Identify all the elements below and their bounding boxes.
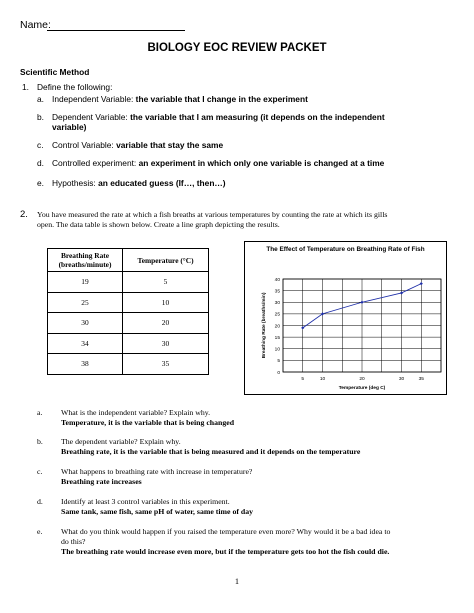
q2d-question: Identify at least 3 control variables in this experiment.: [61, 497, 230, 506]
q2-intro-line1: You have measured the rate at which a fish breaths at various temperatures by counting the rate at which its gills: [37, 210, 388, 219]
q1a-term: Independent Variable:: [52, 94, 134, 104]
q1a-letter: a.: [37, 94, 44, 104]
q2d-letter: d.: [37, 497, 43, 506]
q2c-question: What happens to breathing rate with increase in temperature?: [61, 467, 253, 476]
q2-number: 2.: [20, 209, 28, 220]
table-cell: 5: [123, 272, 209, 293]
table-cell: 38: [48, 354, 123, 375]
q1e-answer: an educated guess (If…, then…): [98, 178, 226, 188]
q1c-term: Control Variable:: [52, 140, 114, 150]
q1d-answer: an experiment in which only one variable is changed at a time: [138, 158, 385, 168]
table-cell: 25: [48, 292, 123, 313]
q1e-text: [52, 178, 226, 188]
table-row: [48, 292, 209, 313]
table-row: [48, 272, 209, 293]
y-tick-label: 35: [274, 289, 280, 295]
table-header-temperature: Temperature (°C): [123, 249, 209, 272]
q1c-answer: variable that stay the same: [116, 140, 224, 150]
q1b-letter: b.: [37, 112, 44, 122]
data-table: [47, 248, 209, 375]
data-point-marker: [360, 301, 363, 304]
q1a-text: [52, 94, 308, 104]
y-tick-label: 5: [277, 359, 280, 365]
table-header-breathing-rate: Breathing Rate (breaths/minute): [48, 249, 123, 272]
q2c-answer: Breathing rate increases: [61, 477, 142, 486]
q1c-letter: c.: [37, 140, 44, 150]
x-tick-label: 35: [418, 377, 424, 382]
chart-svg: [245, 242, 446, 394]
x-tick-label: 30: [398, 377, 405, 382]
y-tick-label: 15: [274, 335, 280, 341]
chart-container: [244, 241, 447, 395]
data-point-marker: [400, 291, 403, 294]
table-cell: 10: [123, 292, 209, 313]
q2e-letter: e.: [37, 527, 43, 536]
q1-prompt: Define the following:: [37, 82, 113, 92]
q1b-term: Dependent Variable:: [52, 112, 128, 122]
table-cell: 19: [48, 272, 123, 293]
y-axis-label: Breathing Rate (breaths/min): [262, 292, 267, 359]
table-row: [48, 354, 209, 375]
q1a-answer: the variable that I change in the experiment: [135, 94, 308, 104]
y-tick-label: 20: [274, 324, 280, 330]
q1b-answer: the variable that I am measuring (it depends on the independent: [130, 112, 385, 122]
y-tick-label: 40: [274, 277, 280, 283]
table-cell: 30: [48, 313, 123, 334]
q2a-answer: Temperature, it is the variable that is being changed: [61, 418, 235, 427]
q2a-letter: a.: [37, 408, 43, 417]
table-cell: 34: [48, 333, 123, 354]
q2a-question: What is the independent variable? Explain why.: [61, 408, 211, 417]
q2-intro-line2: open. The data table is shown below. Create a line graph depicting the results.: [37, 220, 280, 229]
q1d-term: Controlled experiment:: [52, 158, 137, 168]
y-tick-label: 30: [274, 301, 280, 307]
q2e-answer: The breathing rate would increase even more, but if the temperature gets too hot the fish could die.: [61, 547, 390, 556]
chart-title: The Effect of Temperature on Breathing Rate of Fish: [266, 246, 425, 253]
y-tick-label: 10: [274, 347, 280, 353]
x-axis-label: Temperature (deg C): [338, 386, 386, 391]
x-tick-label: 5: [301, 377, 305, 382]
x-tick-label: 20: [359, 377, 365, 382]
q1-number: 1.: [22, 82, 29, 92]
q2d-answer: Same tank, same fish, same pH of water, same time of day: [61, 507, 254, 516]
q1b-answer-cont: variable): [52, 122, 87, 132]
table-cell: 20: [123, 313, 209, 334]
y-tick-label: 0: [277, 370, 280, 376]
table-row: [48, 313, 209, 334]
data-point-marker: [420, 282, 423, 285]
q1e-letter: e.: [37, 178, 44, 188]
q1e-term: Hypothesis:: [52, 178, 96, 188]
name-blank-line[interactable]: [47, 30, 185, 31]
q1c-text: [52, 140, 223, 150]
q2e-question-cont: do this?: [61, 537, 86, 546]
name-label: Name:: [20, 19, 51, 31]
q1d-text: [52, 158, 384, 168]
q2c-letter: c.: [37, 467, 43, 476]
table-row: [48, 333, 209, 354]
table-cell: 30: [123, 333, 209, 354]
q1d-letter: d.: [37, 158, 44, 168]
q2e-question: What do you think would happen if you raised the temperature even more? Why would it be a bad idea to: [61, 527, 391, 536]
page-number: 1: [234, 577, 240, 586]
q2b-letter: b.: [37, 437, 43, 446]
q1b-text: [52, 112, 385, 122]
x-tick-label: 10: [319, 377, 326, 382]
table-header-row: [48, 249, 209, 272]
section-heading: Scientific Method: [20, 67, 90, 77]
page-title: BIOLOGY EOC REVIEW PACKET: [147, 42, 327, 54]
q2b-answer: Breathing rate, it is the variable that is being measured and it depends on the temperature: [61, 447, 361, 456]
q2b-question: The dependent variable? Explain why.: [61, 437, 181, 446]
y-tick-label: 25: [274, 312, 280, 318]
table-cell: 35: [123, 354, 209, 375]
